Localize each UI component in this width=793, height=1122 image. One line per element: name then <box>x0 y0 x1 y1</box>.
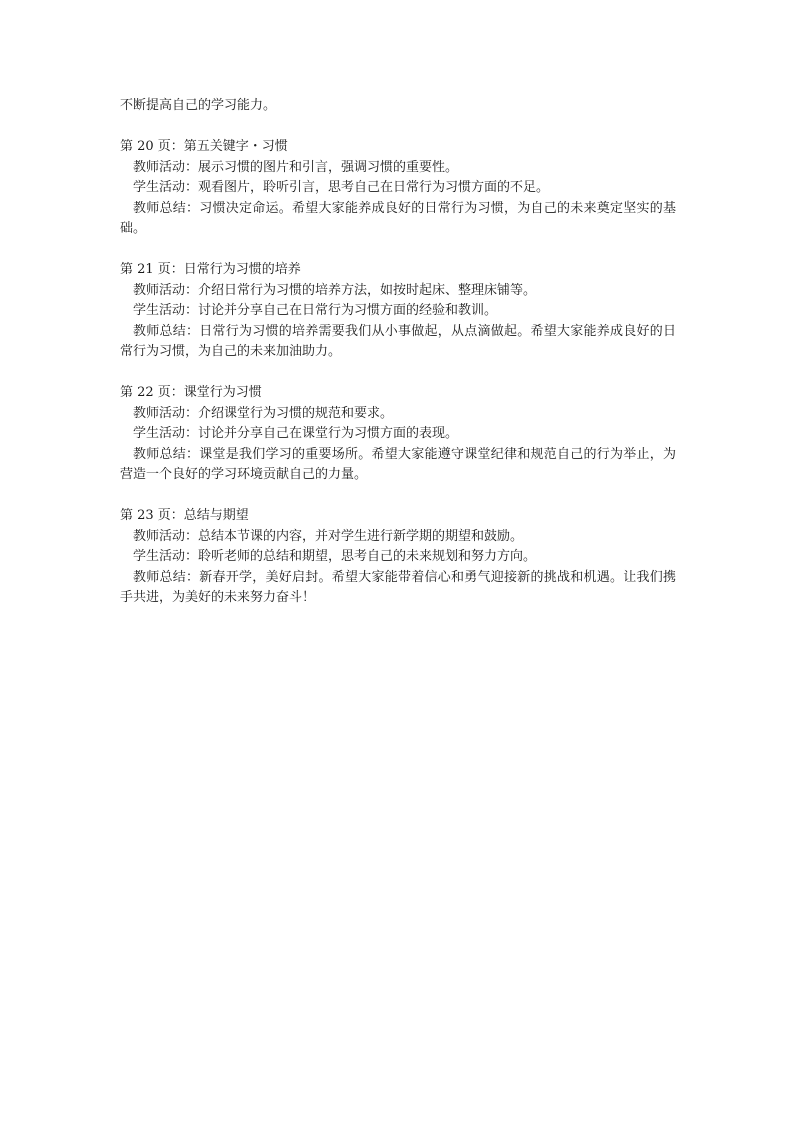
section-title: 第 22 页：课堂行为习惯 <box>120 385 262 400</box>
section-title: 第 20 页：第五关键字・习惯 <box>120 139 288 154</box>
paragraph-gap <box>120 486 676 507</box>
intro-line: 不断提高自己的学习能力。 <box>120 98 277 113</box>
paragraph-gap <box>120 240 676 261</box>
student-activity: 学生活动：观看图片，聆听引言，思考自己在日常行为习惯方面的不足。 <box>133 180 550 195</box>
student-activity: 学生活动：讨论并分享自己在日常行为习惯方面的经验和教训。 <box>133 303 498 318</box>
teacher-summary: 教师总结：新春开学，美好启封。希望大家能带着信心和勇气迎接新的挑战和机遇。让我们携手共进，为美好的未来努力奋斗！ <box>120 569 676 605</box>
student-activity: 学生活动：讨论并分享自己在课堂行为习惯方面的表现。 <box>133 426 459 441</box>
teacher-activity: 教师活动：展示习惯的图片和引言，强调习惯的重要性。 <box>133 159 459 175</box>
teacher-summary: 教师总结：日常行为习惯的培养需要我们从小事做起，从点滴做起。希望大家能养成良好的日常行为习惯，为自己的未来加油助力。 <box>120 323 676 359</box>
section-page-23 <box>120 506 676 609</box>
section-page-20 <box>120 137 676 240</box>
section-page-21 <box>120 260 676 363</box>
teacher-summary: 教师总结：习惯决定命运。希望大家能养成良好的日常行为习惯，为自己的未来奠定坚实的基础。 <box>120 200 676 236</box>
teacher-activity: 教师活动：介绍课堂行为习惯的规范和要求。 <box>133 405 394 421</box>
teacher-summary: 教师总结：课堂是我们学习的重要场所。希望大家能遵守课堂纪律和规范自己的行为举止，为营造一个良好的学习环境贡献自己的力量。 <box>120 446 676 482</box>
document-body <box>120 96 676 609</box>
teacher-activity: 教师活动：总结本节课的内容，并对学生进行新学期的期望和鼓励。 <box>133 528 524 544</box>
paragraph-gap <box>120 117 676 138</box>
section-title: 第 21 页：日常行为习惯的培养 <box>120 262 301 277</box>
paragraph-gap <box>120 363 676 384</box>
section-title: 第 23 页：总结与期望 <box>120 508 249 523</box>
teacher-activity: 教师活动：介绍日常行为习惯的培养方法，如按时起床、整理床铺等。 <box>133 282 537 298</box>
student-activity: 学生活动：聆听老师的总结和期望，思考自己的未来规划和努力方向。 <box>133 549 537 564</box>
section-page-22 <box>120 383 676 486</box>
